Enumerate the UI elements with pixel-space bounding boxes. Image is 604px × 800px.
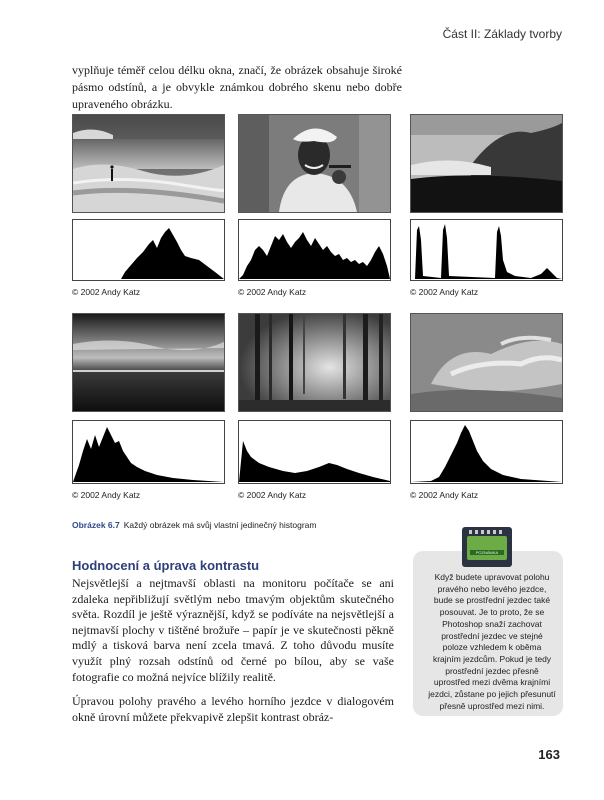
histogram-rocks <box>410 420 563 484</box>
figure-caption-label: Obrázek 6.7 <box>72 520 120 530</box>
histogram-sea-clouds <box>72 420 225 484</box>
body-text <box>72 576 394 734</box>
photo-beach <box>72 114 225 213</box>
page-number: 163 <box>538 747 560 762</box>
photo-credit: © 2002 Andy Katz <box>410 490 479 500</box>
histogram-foggy-forest <box>238 420 391 484</box>
photo-credit: © 2002 Andy Katz <box>410 287 479 297</box>
intro-paragraph: vyplňuje téměř celou délku okna, značí, že obrázek obsahuje široké pásmo odstínů, a je obvykle známkou dobrého skenu nebo dobře upraveného obrázku. <box>72 63 402 111</box>
section-title: Hodnocení a úprava kontrastu <box>72 558 260 573</box>
figure-caption-text: Každý obrázek má svůj vlastní jedinečný histogram <box>123 520 317 530</box>
body-paragraph: Úpravou polohy pravého a levého horního jezdce v dialogovém okně úrovní můžete překvapivě zlepšit kontrast obráz- <box>72 694 394 724</box>
photo-credit: © 2002 Andy Katz <box>72 287 141 297</box>
figure-caption <box>72 520 317 530</box>
photo-credit: © 2002 Andy Katz <box>72 490 141 500</box>
photo-coastline <box>410 114 563 213</box>
note-icon <box>462 527 512 567</box>
photo-credit: © 2002 Andy Katz <box>238 490 307 500</box>
note-text: Když budete upravovat polohu pravého nebo levého jezdce, bude se prostřední jezdec také posouvat. Je to proto, že se Photoshop snaží zachovat prostřední jezdec ve stejné poloze vzhledem k oběma krajním jezdcům. Pokud je tedy prostřední jezdec přesně uprostřed mezi dvěma krajními jezdci, zůstane po jejich přesunutí přesně uprostřed mezi nimi. <box>428 572 556 711</box>
photo-rocks <box>410 313 563 412</box>
histogram-beach <box>72 219 225 281</box>
histogram-coastline <box>410 219 563 281</box>
running-header: Část II: Základy tvorby <box>442 27 562 41</box>
note-icon-label: POZNÁMKA <box>470 550 504 555</box>
photo-sea-clouds <box>72 313 225 412</box>
photo-foggy-forest <box>238 313 391 412</box>
photo-woman-cigar <box>238 114 391 213</box>
histogram-woman-cigar <box>238 219 391 281</box>
photo-credit: © 2002 Andy Katz <box>238 287 307 297</box>
body-paragraph: Nejsvětlejší a nejtmavší oblasti na monitoru počítače se ani zdaleka nepřibližují světlým nebo tmavým objektům skutečného světa. Rozdíl je ještě výraznější, když se podíváte na nejsvětlejší a nejtmavší plochy v tištěné brožuře – papír je ve skutečnosti pěkně mdlý a tisková barva není zcela tmavá. Z toho důvodu musíte využít plný rozsah odstínů od černé po bílou, aby se vaše fotografie co možná nejvíce blížily realitě. <box>72 576 394 684</box>
